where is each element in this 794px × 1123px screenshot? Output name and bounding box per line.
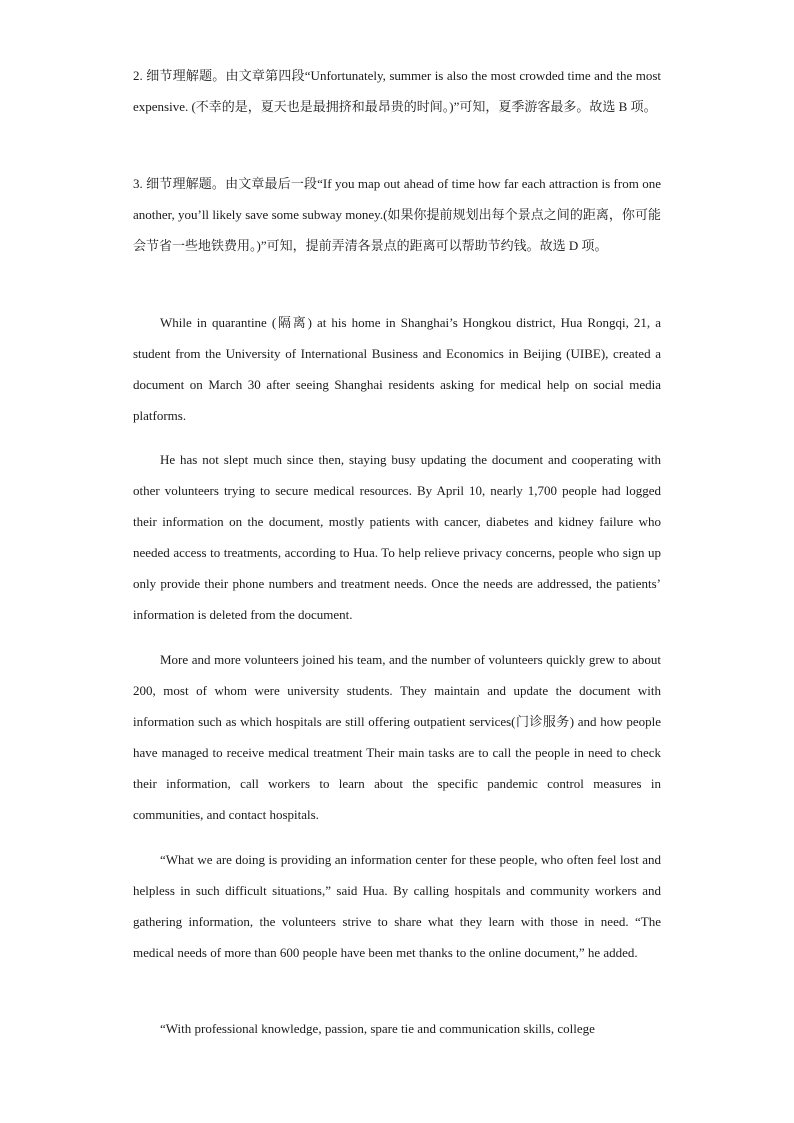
article-paragraph: He has not slept much since then, staying busy updating the document and cooperating with other volunteers trying to secure medical resources. By April 10, nearly 1,700 people had logged their information on the document, mostly patients with cancer, diabetes and kidney failure who needed access to treatments, according to Hua. To help relieve privacy concerns, people who sign up only provide their phone numbers and treatment needs. Once the needs are addressed, the patients’ information is deleted from the document. — [133, 452, 661, 622]
answer-explanation-3: 3. 细节理解题。由文章最后一段“If you map out ahead of time how far each attraction is from one another, you’ll likely save some subway money.(如果你提前规划出每个景点之间的距离，你可能会节省一些地铁费用。)”可知，提前弄清各景点的距离可以帮助节约钱。故选 D 项。 — [133, 176, 661, 253]
article-paragraph: “What we are doing is providing an information center for these people, who often feel lost and helpless in such difficult situations,” said Hua. By calling hospitals and community workers and gathering information, the volunteers strive to share what they learn with those in need. “The medical needs of more than 600 people have been met thanks to the online document,” he added. — [133, 852, 661, 960]
answer-explanation-2: 2. 细节理解题。由文章第四段“Unfortunately, summer is also the most crowded time and the most expensive. (不幸的是，夏天也是最拥挤和最昂贵的时间。)”可知，夏季游客最多。故选 B 项。 — [133, 68, 661, 114]
article-paragraph: More and more volunteers joined his team, and the number of volunteers quickly grew to about 200, most of whom were university students. They maintain and update the document with information such as which hospitals are still offering outpatient services(门诊服务) and how people have managed to receive medical treatment Their main tasks are to call the people in need to check their information, call workers to learn about the specific pandemic control measures in communities, and contact hospitals. — [133, 652, 661, 822]
article-paragraph: “With professional knowledge, passion, spare tie and communication skills, college — [160, 1021, 595, 1036]
article-paragraph: While in quarantine (隔离) at his home in Shanghai’s Hongkou district, Hua Rongqi, 21, a student from the University of International Business and Economics in Beijing (UIBE), created a document on March 30 after seeing Shanghai residents asking for medical help on social media platforms. — [133, 315, 661, 423]
